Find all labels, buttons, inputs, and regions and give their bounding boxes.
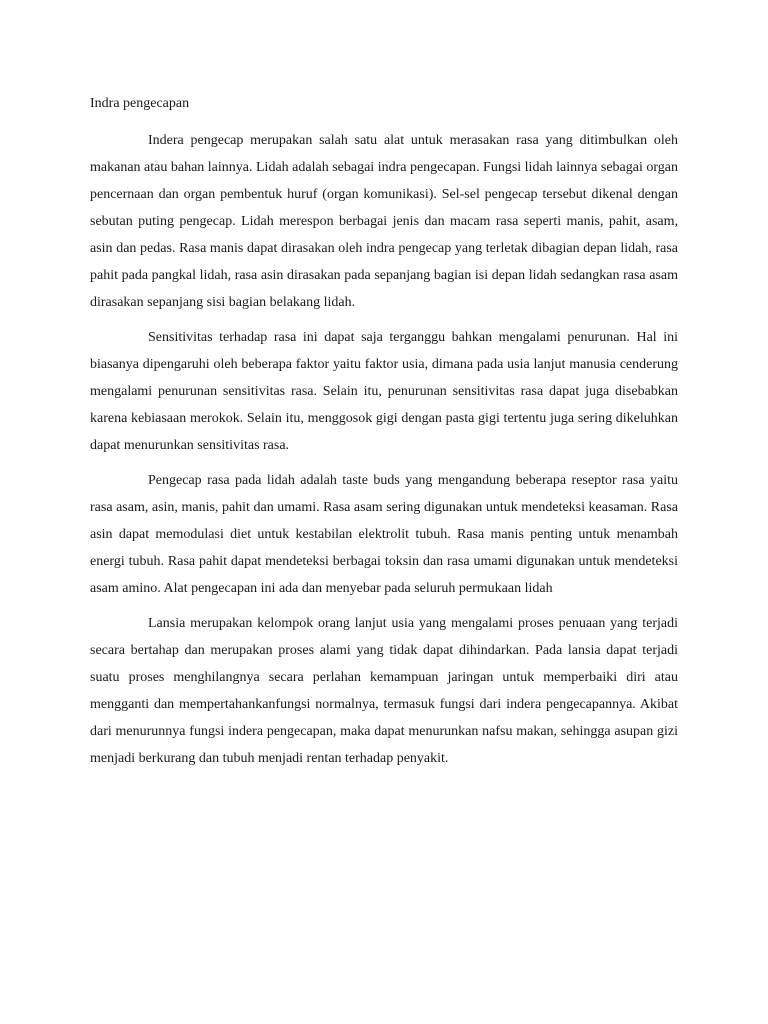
document-page (90, 90, 678, 780)
document-title: Indra pengecapan (90, 96, 190, 111)
paragraph-4: Lansia merupakan kelompok orang lanjut usia yang mengalami proses penuaan yang terjadi secara bertahap dan merupakan proses alami yang tidak dapat dihindarkan. Pada lansia dapat terjadi suatu proses menghilangnya secara perlahan kemampuan jaringan untuk memperbaiki diri atau mengganti dan mempertahankanfungsi normalnya, termasuk fungsi dari indera pengecapannya. Akibat dari menurunnya fungsi indera pengecapan, maka dapat menurunkan nafsu makan, sehingga asupan gizi menjadi berkurang dan tubuh menjadi rentan terhadap penyakit. (90, 616, 678, 766)
paragraph-3: Pengecap rasa pada lidah adalah taste buds yang mengandung beberapa reseptor rasa yaitu rasa asam, asin, manis, pahit dan umami. Rasa asam sering digunakan untuk mendeteksi keasaman. Rasa asin dapat memodulasi diet untuk kestabilan elektrolit tubuh. Rasa manis penting untuk menambah energi tubuh. Rasa pahit dapat mendeteksi berbagai toksin dan rasa umami digunakan untuk mendeteksi asam amino. Alat pengecapan ini ada dan menyebar pada seluruh permukaan lidah (90, 473, 678, 596)
paragraph-2: Sensitivitas terhadap rasa ini dapat saja terganggu bahkan mengalami penurunan. Hal ini biasanya dipengaruhi oleh beberapa faktor yaitu faktor usia, dimana pada usia lanjut manusia cenderung mengalami penurunan sensitivitas rasa. Selain itu, penurunan sensitivitas rasa dapat juga disebabkan karena kebiasaan merokok. Selain itu, menggosok gigi dengan pasta gigi tertentu juga sering dikeluhkan dapat menurunkan sensitivitas rasa. (90, 330, 678, 453)
paragraph-1: Indera pengecap merupakan salah satu alat untuk merasakan rasa yang ditimbulkan oleh makanan atau bahan lainnya. Lidah adalah sebagai indra pengecapan. Fungsi lidah lainnya sebagai organ pencernaan dan organ pembentuk huruf (organ komunikasi). Sel-sel pengecap tersebut dikenal dengan sebutan puting pengecap. Lidah merespon berbagai jenis dan macam rasa seperti manis, pahit, asam, asin dan pedas. Rasa manis dapat dirasakan oleh indra pengecap yang terletak dibagian depan lidah, rasa pahit pada pangkal lidah, rasa asin dirasakan pada sepanjang bagian isi depan lidah sedangkan rasa asam dirasakan sepanjang sisi bagian belakang lidah. (90, 133, 678, 310)
